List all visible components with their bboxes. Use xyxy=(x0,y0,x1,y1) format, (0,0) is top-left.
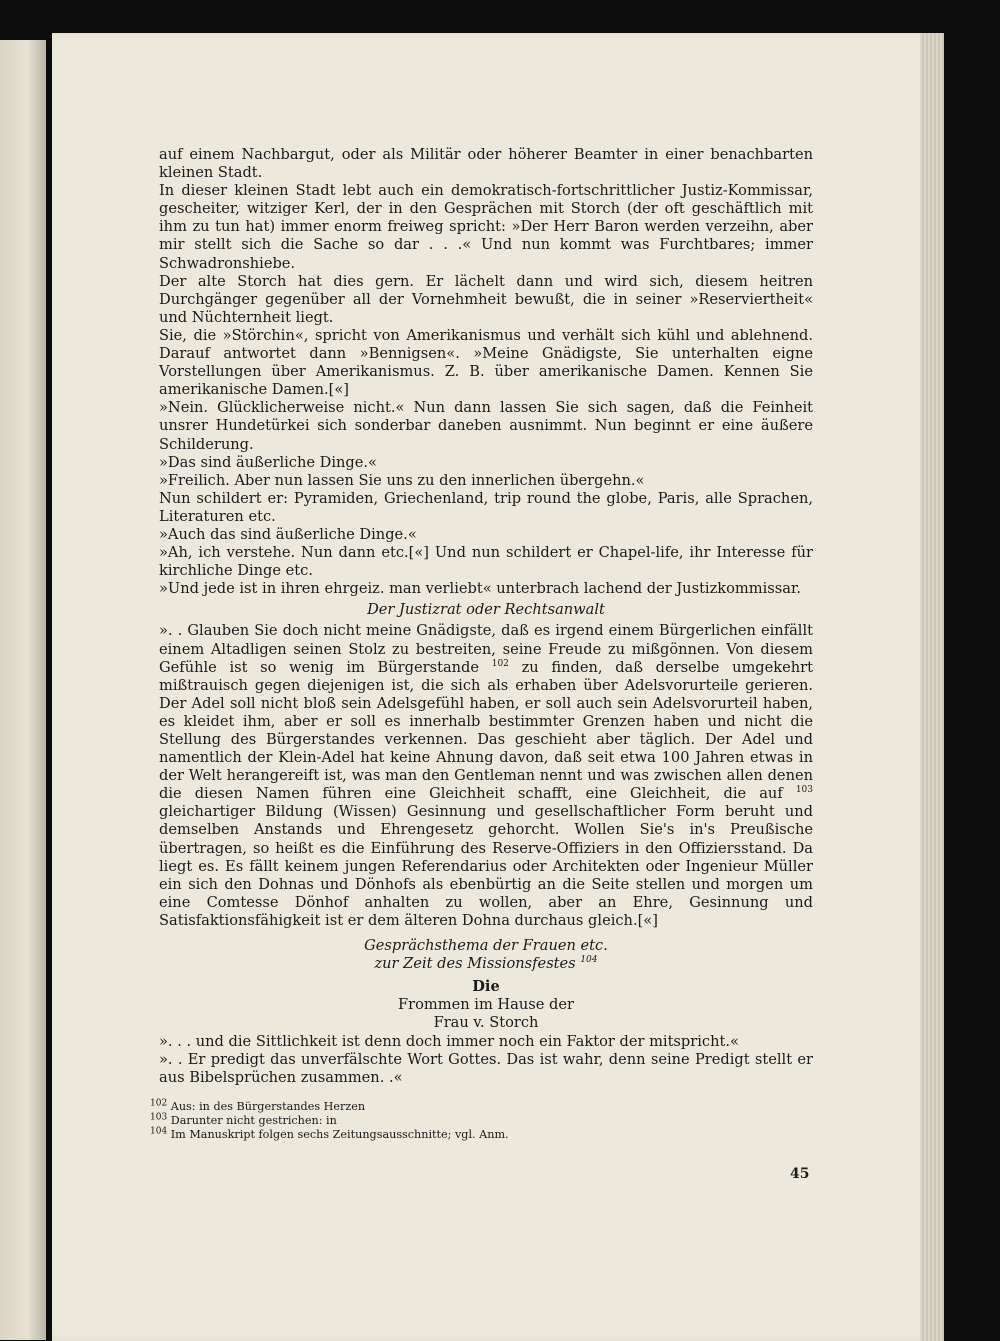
page-body xyxy=(159,146,813,1087)
paragraph: »Und jede ist in ihren ehrgeiz. man verliebt« unterbrach lachend der Justizkommissar. xyxy=(159,580,801,598)
footnote-number: 102 xyxy=(150,1098,168,1109)
section-heading: Gesprächsthema der Frauen etc. xyxy=(364,937,608,955)
text-segment: gleichartiger Bildung (Wissen) Gesinnung und gesellschaftlicher Form beruht und demselben Anstands und Ehrengesetz gehorcht. Wollen Sie's in's Preußische übertragen, so heißt es die Einführung des Reserve-Offiziers in den Offiziersstand. Da liegt es. Es fällt keinem jungen Referendarius oder Architekten oder Ingenieur Müller ein sich den Dohnas und Dönhofs als ebenbürtig an die Seite stellen und morgen um eine Comtesse Dönhof anhalten zu wollen, aber an Ehre, Gesinnung und Satisfaktionsfähigkeit ist er dem älteren Dohna durchaus gleich.[«] xyxy=(159,803,813,929)
heading-text: zur Zeit des Missionsfestes xyxy=(374,955,576,973)
paragraph: »Freilich. Aber nun lassen Sie uns zu den innerlichen übergehn.« xyxy=(159,471,645,489)
page-number: 45 xyxy=(790,1166,810,1182)
paragraph: »Ah, ich verstehe. Nun dann etc.[«] Und nun schildert er Chapel-life, ihr Interesse für kirchliche Dinge etc. xyxy=(159,544,813,580)
footnote-number: 104 xyxy=(150,1126,168,1137)
paragraph: In dieser kleinen Stadt lebt auch ein demokratisch-fortschrittlicher Justiz-Kommissar, gescheiter, witziger Kerl, der in den Gesprächen mit Storch (der oft geschäftlich mit ihm zu tun hat) immer enorm freiweg spricht: »Der Herr Baron werden verzeihn, aber mir stellt sich die Sache so dar . . .« Und nun kommt was Furchtbares; immer Schwadronshiebe. xyxy=(159,182,813,272)
page-edge-stack xyxy=(920,33,944,1341)
section-title: Frommen im Hause der xyxy=(398,996,574,1014)
paragraph: Der alte Storch hat dies gern. Er lächelt dann und wird sich, diesem heitren Durchgänger gegenüber all der Vornehmheit bewußt, die in seiner »Reserviertheit« und Nüchternheit liegt. xyxy=(159,272,813,326)
section-title: Frau v. Storch xyxy=(433,1014,539,1032)
footnote-text: Darunter nicht gestrichen: in xyxy=(170,1114,337,1127)
footnote xyxy=(150,1100,790,1114)
paragraph: auf einem Nachbargut, oder als Militär oder höherer Beamter in einer benachbarten kleinen Stadt. xyxy=(159,146,813,182)
footnote xyxy=(150,1128,790,1142)
left-page-edge xyxy=(0,40,46,1340)
section-heading xyxy=(159,955,813,973)
paragraph: »Auch das sind äußerliche Dinge.« xyxy=(159,525,417,543)
text-segment: ». . Glauben Sie doch nicht meine Gnädigste, daß es irgend einem Bürgerlichen einfällt einem Altadligen seinen Stolz zu bestreiten, seine Freude zu mißgönnen. Von diesem Gefühle ist so wenig im Bürgerstande xyxy=(159,622,813,676)
paragraph: ». . Er predigt das unverfälschte Wort Gottes. Das ist wahr, denn seine Predigt stellt er aus Bibelsprüchen zusammen. .« xyxy=(159,1050,813,1086)
paragraph: »Nein. Glücklicherweise nicht.« Nun dann lassen Sie sich sagen, daß die Feinheit unsrer Hundetürkei sich sonderbar daneben ausnimmt. Nun beginnt er eine äußere Schilderung. xyxy=(159,399,813,453)
paragraph-justizrat xyxy=(159,622,813,930)
footnote-text: Im Manuskript folgen sechs Zeitungsausschnitte; vgl. Anm. xyxy=(170,1128,509,1141)
footnote-ref: 102 xyxy=(491,658,509,669)
paragraph: ». . . und die Sittlichkeit ist denn doch immer noch ein Faktor der mitspricht.« xyxy=(159,1032,739,1050)
paragraph: Sie, die »Störchin«, spricht von Amerikanismus und verhält sich kühl und ablehnend. Darauf antwortet dann »Bennigsen«. »Meine Gnädigste, Sie unterhalten eigne Vorstellungen über Amerikanismus. Z. B. über amerikanische Damen. Kennen Sie amerikanische Damen.[«] xyxy=(159,326,813,399)
section-heading: Der Justizrat oder Rechtsanwalt xyxy=(367,601,605,619)
footnote-number: 103 xyxy=(150,1112,168,1123)
paragraph: »Das sind äußerliche Dinge.« xyxy=(159,453,377,471)
paragraph: Nun schildert er: Pyramiden, Griechenland, trip round the globe, Paris, alle Sprachen, Literaturen etc. xyxy=(159,489,813,525)
footnote-text: Aus: in des Bürgerstandes Herzen xyxy=(170,1100,366,1113)
text-segment: zu finden, daß derselbe umgekehrt mißtrauisch gegen diejenigen ist, die sich als erhaben über Adelsvorurteile gerieren. Der Adel soll nicht bloß sein Adelsgefühl haben, er soll auch sein Adelsvorurteil haben, es kleidet ihm, aber er soll es innerhalb bestimmter Grenzen haben und nicht die Stellung des Bürgerstandes verkennen. Das geschieht aber täglich. Der Adel und namentlich der Klein-Adel hat keine Ahnung davon, daß seit etwa 100 Jahren etwas in der Welt herangereift ist, was man den Gentleman nennt und was zwischen allen denen die diesen Namen führen eine Gleichheit schafft, eine Gleichheit, die auf xyxy=(159,658,814,803)
footnote-ref: 103 xyxy=(795,785,813,796)
footnote xyxy=(150,1114,790,1128)
footnotes xyxy=(150,1100,790,1142)
section-title: Die xyxy=(472,978,500,996)
footnote-ref: 104 xyxy=(580,955,598,966)
